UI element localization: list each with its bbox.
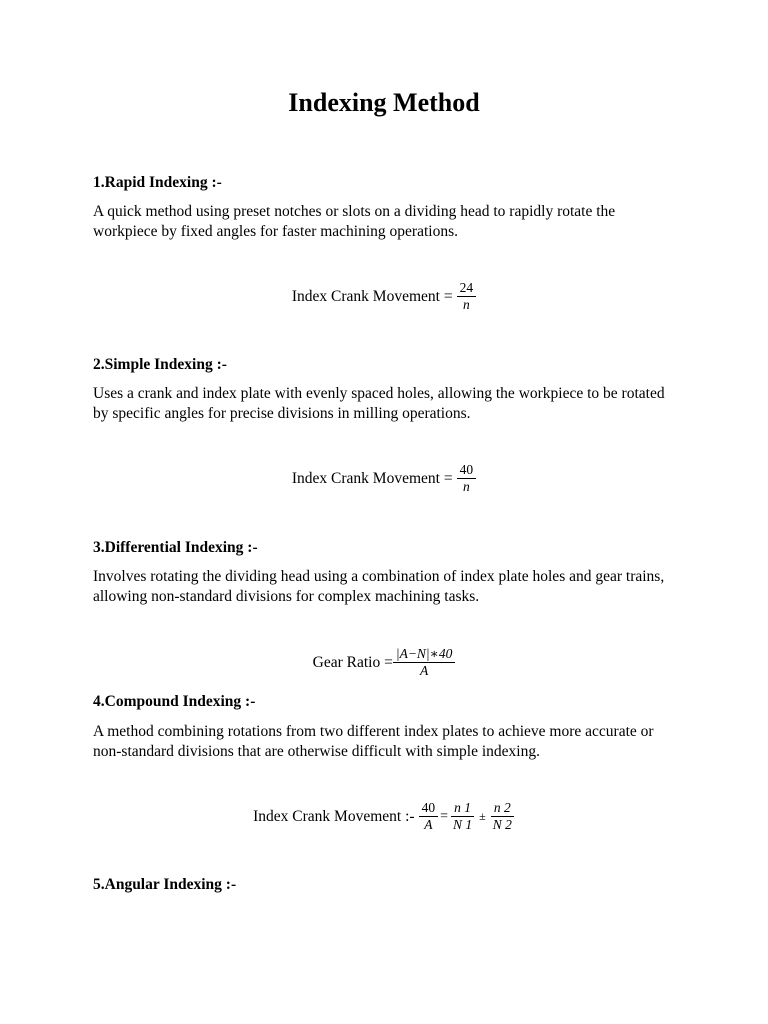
formula-label: Index Crank Movement :-: [253, 807, 415, 825]
formula-simple-indexing: [0, 462, 768, 495]
fraction: [457, 462, 477, 495]
section-heading-compound-indexing: 4.Compound Indexing :-: [93, 693, 256, 710]
section-text-simple-indexing: Uses a crank and index plate with evenly spaced holes, allowing the workpiece to be rotated by specific angles for precise divisions in milling operations.: [93, 385, 665, 422]
plus-minus-sign: ±: [479, 809, 486, 823]
fraction-denominator: A: [419, 663, 429, 678]
fraction-3: [490, 800, 515, 833]
section-text-differential-indexing: Involves rotating the dividing head using a combination of index plate holes and gear trains, allowing non-standard divisions for complex machining tasks.: [93, 568, 665, 605]
section-heading-angular-indexing: 5.Angular Indexing :-: [93, 876, 237, 893]
fraction-numerator: |A−N|∗40: [393, 646, 455, 663]
fraction-denominator: n: [462, 479, 470, 494]
fraction-1: [419, 800, 439, 833]
formula-rapid-indexing: [0, 280, 768, 313]
section-text-rapid-indexing: A quick method using preset notches or slots on a dividing head to rapidly rotate the workpiece by fixed angles for faster machining operations.: [93, 203, 616, 240]
formula-compound-indexing: [0, 800, 768, 833]
formula-differential-indexing: [0, 646, 768, 679]
page-title: Indexing Method: [288, 88, 480, 117]
fraction-numerator: 40: [419, 800, 439, 817]
fraction: [457, 280, 477, 313]
fraction-denominator: N 2: [492, 817, 512, 832]
fraction-denominator: A: [424, 817, 433, 832]
section-heading-differential-indexing: 3.Differential Indexing :-: [93, 539, 258, 556]
fraction-denominator: n: [462, 297, 470, 312]
equals-sign: =: [440, 808, 448, 824]
fraction-numerator: n 1: [451, 800, 474, 817]
fraction-denominator: N 1: [452, 817, 473, 832]
section-heading-simple-indexing: 2.Simple Indexing :-: [93, 356, 227, 373]
formula-label: Index Crank Movement =: [291, 287, 453, 305]
section-text-compound-indexing: A method combining rotations from two different index plates to achieve more accurate or non-standard divisions that are otherwise difficult with simple indexing.: [93, 723, 654, 760]
fraction-numerator: 40: [457, 462, 477, 479]
fraction: [393, 646, 455, 679]
fraction-numerator: 24: [457, 280, 477, 297]
fraction-2: [450, 800, 475, 833]
formula-label: Gear Ratio =: [312, 653, 393, 671]
formula-label: Index Crank Movement =: [291, 469, 453, 487]
fraction-numerator: n 2: [491, 800, 514, 817]
section-heading-rapid-indexing: 1.Rapid Indexing :-: [93, 174, 222, 191]
